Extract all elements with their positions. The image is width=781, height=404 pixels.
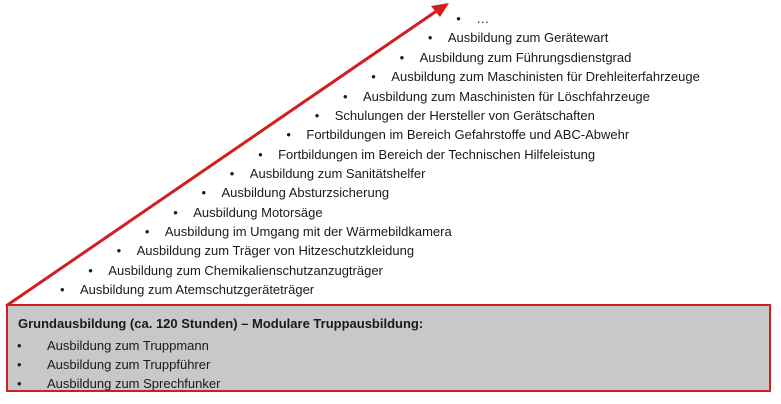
training-step [230,166,426,182]
bullet-icon: • [229,165,235,181]
bullet-icon: • [343,88,348,104]
bullet-icon: • [399,49,405,65]
training-step-label: Ausbildung zum Gerätewart [447,30,609,46]
bullet-icon: • [17,376,22,391]
bullet-icon: • [371,69,376,85]
training-step [88,263,383,279]
basic-training-item-label: Ausbildung zum Truppführer [47,357,211,372]
training-step [343,89,650,105]
bullet-icon: • [144,223,150,239]
basic-training-item-label: Ausbildung zum Truppmann [47,338,209,353]
bullet-icon: • [258,146,263,162]
bullet-icon: • [17,357,22,372]
bullet-icon: • [201,185,207,201]
training-step-label: Ausbildung Motorsäge [193,204,323,220]
training-step [456,11,489,27]
training-step [202,185,390,201]
bullet-icon: • [456,11,461,27]
bullet-icon: • [427,30,433,46]
training-step [286,127,629,143]
basic-training-title: Grundausbildung (ca. 120 Stunden) – Modulare Truppausbildung: [18,316,424,331]
bullet-icon: • [88,262,93,278]
progression-arrow-head [431,3,449,17]
bullet-icon: • [60,282,65,297]
training-step-label: Ausbildung zum Sanitätshelfer [249,165,426,181]
training-step-label: Ausbildung Absturzsicherung [221,185,390,201]
training-step [315,108,595,124]
bullet-icon: • [116,243,122,259]
training-step-label: Ausbildung zum Maschinisten für Löschfahrzeuge [363,88,650,104]
training-step-label: Ausbildung zum Maschinisten für Drehleiterfahrzeuge [391,69,700,85]
training-step [145,224,452,240]
bullet-icon: • [314,107,320,123]
training-step [258,147,595,163]
training-step-label: Ausbildung zum Führungsdienstgrad [419,49,632,65]
training-step-label: … [476,11,490,27]
bullet-icon: • [173,204,178,220]
bullet-icon: • [286,127,291,143]
training-step-label: Ausbildung zum Träger von Hitzeschutzkleidung [136,243,415,259]
training-step [371,69,700,85]
training-step [60,282,314,298]
training-step-label: Fortbildungen im Bereich der Technischen Hilfeleistung [278,146,596,162]
training-step [428,30,608,46]
bullet-icon: • [17,338,22,353]
basic-training-box [6,304,771,392]
training-step-label: Ausbildung im Umgang mit der Wärmebildkamera [164,223,452,239]
training-step [117,243,414,259]
training-step-label: Ausbildung zum Chemikalienschutzanzugträger [108,262,383,278]
training-step-label: Ausbildung zum Atemschutzgeräteträger [80,282,315,297]
training-step [400,50,632,66]
training-step-label: Schulungen der Hersteller von Gerätschaften [334,107,595,123]
training-step [173,205,322,221]
basic-training-item-label: Ausbildung zum Sprechfunker [47,376,221,391]
training-step-label: Fortbildungen im Bereich Gefahrstoffe und ABC-Abwehr [306,127,630,143]
